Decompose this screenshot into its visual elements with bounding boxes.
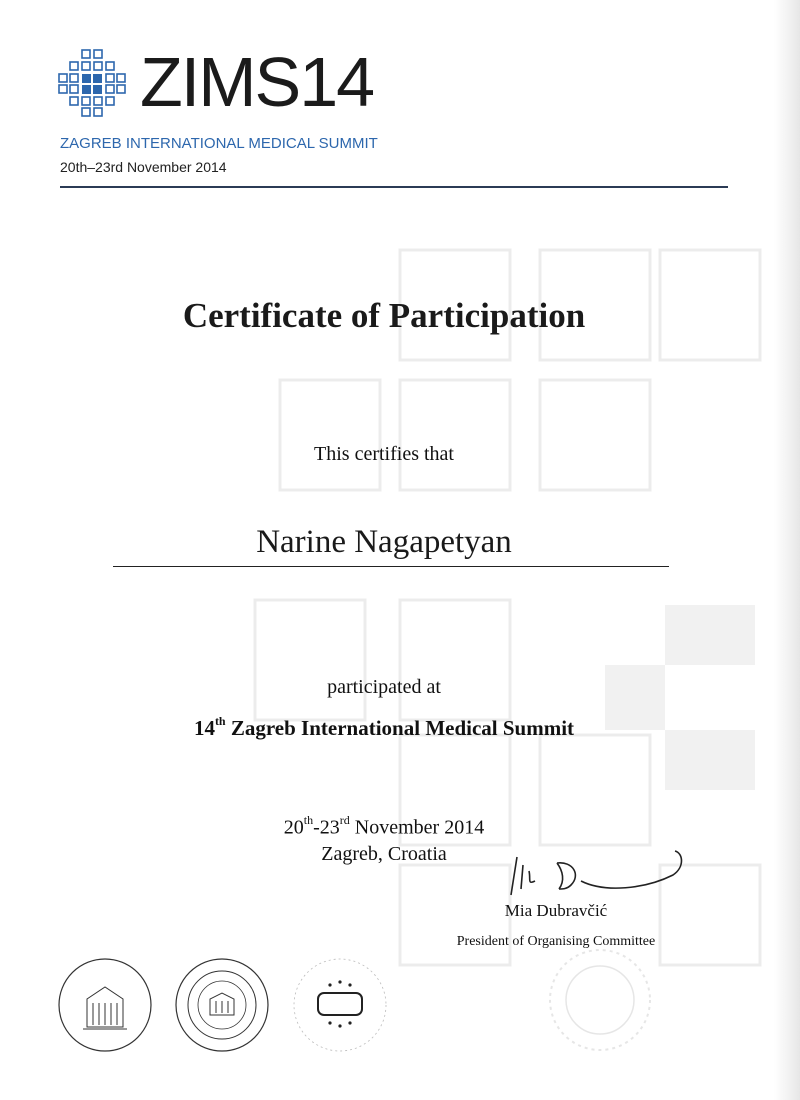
event-title: Zagreb International Medical Summit bbox=[230, 716, 575, 740]
date-end: -23 bbox=[313, 816, 340, 839]
zims-cross-logo-icon bbox=[57, 48, 127, 118]
event-name bbox=[0, 716, 768, 741]
recipient-name: Narine Nagapetyan bbox=[256, 524, 512, 560]
header-dates: 20th–23rd November 2014 bbox=[60, 159, 227, 175]
event-ordinal-suffix: th bbox=[214, 714, 226, 728]
header-divider bbox=[60, 186, 728, 188]
date-start-suffix: th bbox=[303, 813, 314, 827]
signatory-name: Mia Dubravčić bbox=[504, 901, 608, 920]
participated-text: participated at bbox=[327, 676, 441, 698]
handwritten-signature bbox=[505, 845, 695, 900]
event-ordinal: 14 bbox=[193, 716, 215, 740]
page-edge-shadow bbox=[774, 0, 800, 1100]
event-dates bbox=[0, 815, 768, 840]
signatory-role: President of Organising Committee bbox=[456, 934, 656, 949]
emsa-seal-icon bbox=[290, 955, 390, 1055]
date-month-year: November 2014 bbox=[354, 816, 485, 839]
brand-wordmark: ZIMS14 bbox=[140, 43, 374, 121]
student-section-seal-icon bbox=[172, 955, 272, 1055]
date-end-suffix: rd bbox=[339, 813, 350, 827]
faint-stamp-icon bbox=[545, 945, 655, 1055]
event-place: Zagreb, Croatia bbox=[321, 843, 447, 865]
recipient-underline bbox=[113, 566, 669, 567]
certifies-text: This certifies that bbox=[314, 443, 454, 465]
organization-name: ZAGREB INTERNATIONAL MEDICAL SUMMIT bbox=[60, 135, 378, 152]
certificate-title: Certificate of Participation bbox=[182, 296, 586, 335]
university-seal-icon bbox=[55, 955, 155, 1055]
date-start: 20 bbox=[283, 816, 304, 839]
